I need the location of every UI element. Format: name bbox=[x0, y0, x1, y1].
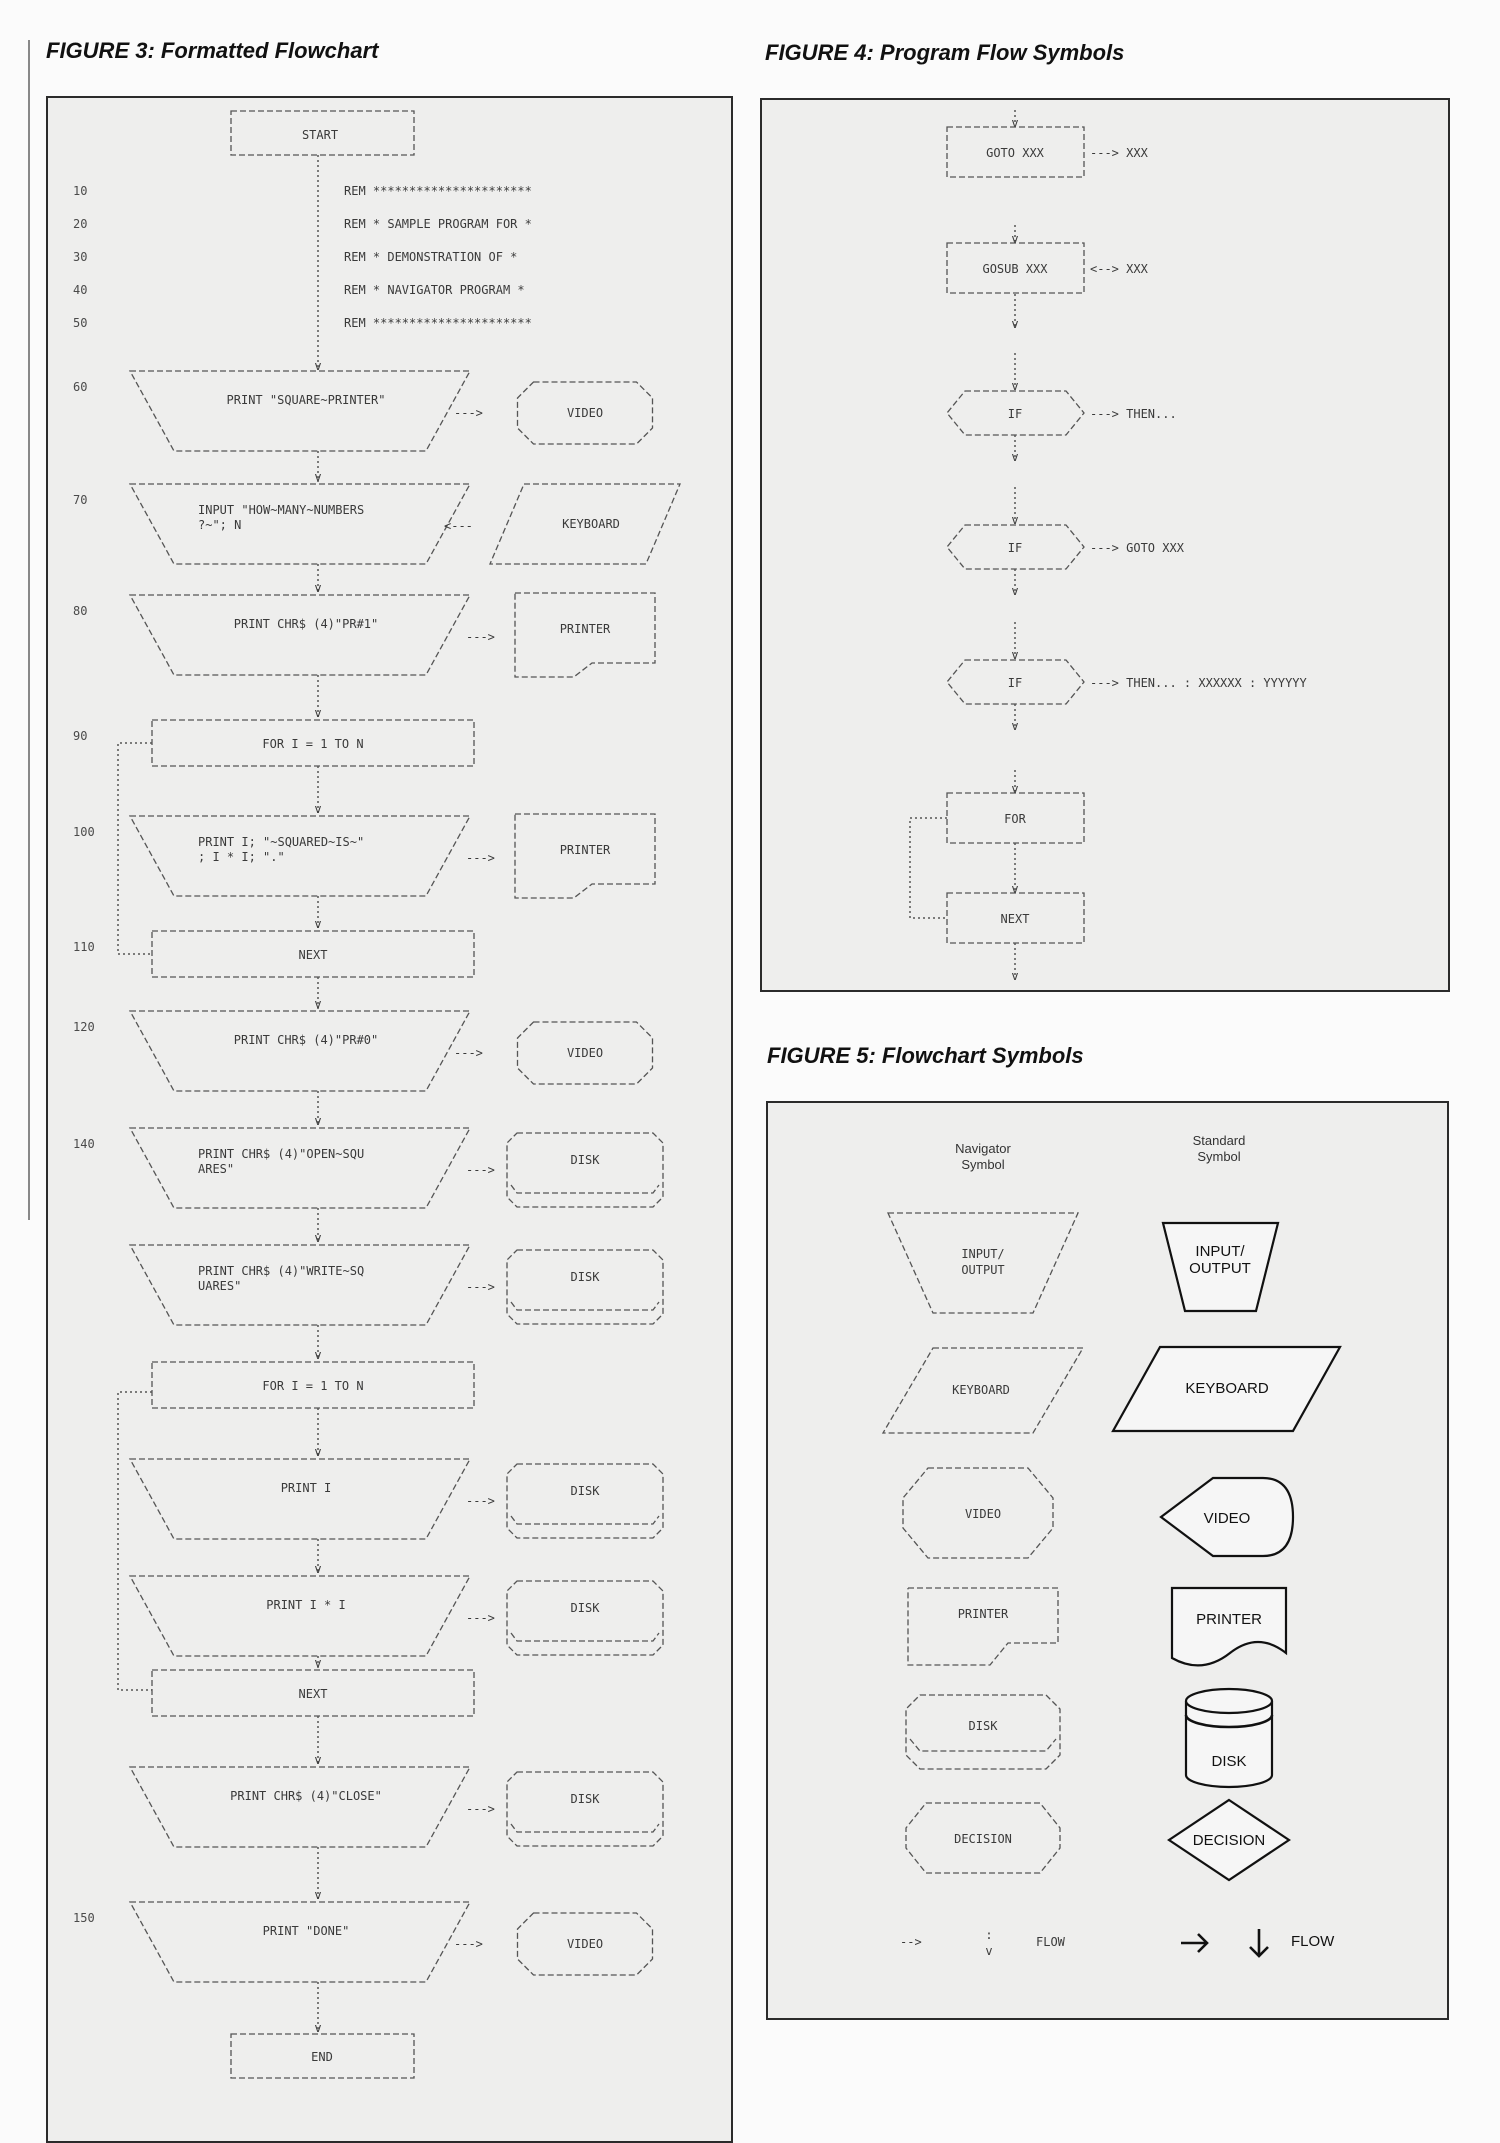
if-decision-label: IF bbox=[1007, 407, 1023, 421]
io-symbol bbox=[130, 1767, 470, 1847]
flow-arrowhead: v bbox=[314, 1562, 322, 1576]
io-statement: ARES" bbox=[198, 1162, 235, 1176]
flow-arrowhead: v bbox=[1011, 782, 1019, 796]
printer-label: PRINTER bbox=[559, 622, 611, 636]
io-statement: PRINT I; "~SQUARED~IS~" bbox=[198, 835, 365, 849]
goto-arrow: ---> XXX bbox=[1090, 146, 1148, 160]
disk-device bbox=[507, 1772, 663, 1846]
device-arrow: ---> bbox=[466, 1280, 495, 1294]
io-statement: PRINT CHR$ (4)"CLOSE" bbox=[230, 1789, 382, 1803]
io-symbol bbox=[130, 1902, 470, 1982]
loop-bracket bbox=[910, 818, 947, 918]
disk-platter-line bbox=[511, 1516, 659, 1524]
disk-label: DISK bbox=[570, 1153, 600, 1167]
navigator-column-header: Navigator bbox=[955, 1141, 1011, 1156]
navigator-flow-label: FLOW bbox=[1036, 1935, 1065, 1949]
line-number: 20 bbox=[73, 217, 88, 231]
next-box-label: NEXT bbox=[1000, 912, 1030, 926]
disk-platter-line bbox=[511, 1824, 659, 1832]
standard-column-header: Standard bbox=[1192, 1133, 1246, 1148]
device-arrow: ---> bbox=[466, 630, 495, 644]
printer-label: PRINTER bbox=[559, 843, 611, 857]
io-symbol bbox=[130, 1011, 470, 1091]
line-number: 70 bbox=[73, 493, 88, 507]
figure-4-title: FIGURE 4: Program Flow Symbols bbox=[765, 40, 1125, 65]
flow-arrowhead: v bbox=[1011, 719, 1019, 733]
loop-bracket bbox=[118, 743, 152, 954]
standard-flow-label: FLOW bbox=[1291, 1933, 1335, 1950]
loop-bracket bbox=[118, 1392, 152, 1690]
device-arrow: ---> bbox=[466, 1163, 495, 1177]
line-number: 30 bbox=[73, 250, 88, 264]
flow-arrowhead: v bbox=[1011, 379, 1019, 393]
disk-device bbox=[507, 1250, 663, 1324]
for-box-label: FOR bbox=[1004, 812, 1026, 826]
flow-arrowhead: v bbox=[314, 581, 322, 595]
keyboard-label: KEYBOARD bbox=[562, 517, 620, 531]
line-number: 50 bbox=[73, 316, 88, 330]
flow-arrowhead: v bbox=[1011, 648, 1019, 662]
figure-4-panel bbox=[760, 98, 1450, 992]
device-arrow: ---> bbox=[466, 851, 495, 865]
standard-io-label: INPUT/ bbox=[1195, 1243, 1245, 1260]
io-statement: PRINT CHR$ (4)"OPEN~SQU bbox=[198, 1147, 365, 1161]
if-arrow: ---> THEN... bbox=[1090, 407, 1177, 421]
flow-arrowhead: v bbox=[314, 1114, 322, 1128]
disk-device bbox=[507, 1133, 663, 1207]
goto-box-label: GOTO XXX bbox=[986, 146, 1044, 160]
io-statement: INPUT "HOW~MANY~NUMBERS bbox=[198, 503, 365, 517]
navigator-printer-symbol bbox=[908, 1588, 1058, 1665]
flow-arrowhead: v bbox=[314, 1348, 322, 1362]
standard-printer-label: PRINTER bbox=[1196, 1611, 1262, 1628]
disk-label: DISK bbox=[570, 1484, 600, 1498]
disk-device bbox=[507, 1464, 663, 1538]
flow-arrowhead: v bbox=[314, 1888, 322, 1902]
rem-line: REM * SAMPLE PROGRAM FOR * bbox=[344, 217, 532, 231]
flow-arrowhead: v bbox=[314, 359, 322, 373]
flow-arrowhead: v bbox=[314, 802, 322, 816]
figure-5-title: FIGURE 5: Flowchart Symbols bbox=[767, 1043, 1084, 1068]
io-symbol bbox=[130, 595, 470, 675]
standard-disk-label: DISK bbox=[1211, 1753, 1247, 1770]
io-statement: PRINT CHR$ (4)"PR#1" bbox=[233, 617, 379, 631]
io-symbol bbox=[130, 484, 470, 564]
flowchart-symbols bbox=[768, 1103, 1447, 2018]
flow-arrowhead: v bbox=[314, 706, 322, 720]
io-symbol bbox=[130, 371, 470, 451]
figure-3-panel bbox=[46, 96, 733, 2143]
gosub-arrow: <--> XXX bbox=[1090, 262, 1148, 276]
navigator-flow-horizontal: --> bbox=[900, 1935, 922, 1949]
flow-arrowhead: v bbox=[1011, 116, 1019, 130]
io-statement: PRINT "SQUARE~PRINTER" bbox=[226, 393, 386, 407]
standard-disk-top bbox=[1186, 1689, 1272, 1713]
standard-video-label: VIDEO bbox=[1203, 1510, 1251, 1527]
standard-keyboard-label: KEYBOARD bbox=[1185, 1380, 1269, 1397]
io-statement: PRINT "DONE" bbox=[262, 1924, 350, 1938]
line-number: 60 bbox=[73, 380, 88, 394]
flow-arrowhead: v bbox=[1011, 584, 1019, 598]
flow-arrowhead: v bbox=[1011, 513, 1019, 527]
io-statement: ?~"; N bbox=[198, 518, 242, 532]
flow-arrowhead: v bbox=[1011, 317, 1019, 331]
flow-arrowhead: v bbox=[314, 917, 322, 931]
if-decision-label: IF bbox=[1007, 676, 1023, 690]
navigator-disk-platter bbox=[910, 1739, 1056, 1751]
device-arrow: ---> bbox=[454, 406, 483, 420]
io-symbol bbox=[130, 1245, 470, 1325]
for-statement: FOR I = 1 TO N bbox=[262, 737, 364, 751]
standard-column-header: Symbol bbox=[1197, 1149, 1241, 1164]
io-statement: PRINT CHR$ (4)"WRITE~SQ bbox=[198, 1264, 365, 1278]
io-symbol bbox=[130, 1128, 470, 1208]
rem-line: REM * DEMONSTRATION OF * bbox=[344, 250, 518, 264]
formatted-flowchart bbox=[48, 98, 731, 2141]
flow-arrowhead: v bbox=[314, 470, 322, 484]
flow-arrowhead: v bbox=[314, 1445, 322, 1459]
disk-platter-line bbox=[511, 1633, 659, 1641]
flow-arrowhead: v bbox=[314, 1656, 322, 1670]
end-label: END bbox=[311, 2050, 333, 2064]
rem-line: REM * NAVIGATOR PROGRAM * bbox=[344, 283, 525, 297]
device-arrow: ---> bbox=[466, 1802, 495, 1816]
program-flow-symbols bbox=[762, 100, 1448, 990]
figure-3-title: FIGURE 3: Formatted Flowchart bbox=[46, 38, 379, 63]
video-label: VIDEO bbox=[566, 1046, 604, 1060]
device-arrow: <--- bbox=[444, 519, 473, 533]
disk-label: DISK bbox=[570, 1270, 600, 1284]
gosub-box-label: GOSUB XXX bbox=[982, 262, 1048, 276]
video-label: VIDEO bbox=[566, 406, 604, 420]
navigator-flow-arrowhead: v bbox=[985, 1944, 993, 1958]
next-statement: NEXT bbox=[298, 948, 328, 962]
flow-arrowhead: v bbox=[1011, 969, 1019, 983]
standard-io-label: OUTPUT bbox=[1189, 1260, 1251, 1277]
device-arrow: ---> bbox=[466, 1611, 495, 1625]
io-symbol bbox=[130, 1576, 470, 1656]
io-statement: ; I * I; "." bbox=[198, 850, 285, 864]
navigator-keyboard-label: KEYBOARD bbox=[952, 1383, 1010, 1397]
if-decision-label: IF bbox=[1007, 541, 1023, 555]
navigator-column-header: Symbol bbox=[961, 1157, 1005, 1172]
line-number: 110 bbox=[73, 940, 95, 954]
io-symbol bbox=[130, 1459, 470, 1539]
if-arrow: ---> GOTO XXX bbox=[1090, 541, 1184, 555]
disk-platter-line bbox=[511, 1185, 659, 1193]
navigator-printer-label: PRINTER bbox=[957, 1607, 1009, 1621]
flow-arrowhead: v bbox=[1011, 450, 1019, 464]
line-number: 90 bbox=[73, 729, 88, 743]
navigator-decision-label: DECISION bbox=[954, 1832, 1012, 1846]
navigator-io-label: INPUT/ bbox=[961, 1247, 1005, 1261]
line-number: 140 bbox=[73, 1137, 95, 1151]
standard-flow-right-arrow bbox=[1181, 1934, 1207, 1952]
for-statement: FOR I = 1 TO N bbox=[262, 1379, 364, 1393]
line-number: 10 bbox=[73, 184, 88, 198]
io-statement: PRINT I * I bbox=[266, 1598, 346, 1612]
navigator-disk-label: DISK bbox=[968, 1719, 998, 1733]
flow-arrowhead: v bbox=[1011, 232, 1019, 246]
io-statement: PRINT I bbox=[280, 1481, 332, 1495]
rem-line: REM ********************** bbox=[344, 184, 532, 198]
flow-arrowhead: v bbox=[314, 997, 322, 1011]
disk-device bbox=[507, 1581, 663, 1655]
page-margin-rule bbox=[28, 40, 30, 1220]
io-statement: PRINT CHR$ (4)"PR#0" bbox=[233, 1033, 379, 1047]
line-number: 100 bbox=[73, 825, 95, 839]
line-number: 150 bbox=[73, 1911, 95, 1925]
start-label: START bbox=[301, 128, 339, 142]
disk-label: DISK bbox=[570, 1792, 600, 1806]
if-arrow: ---> THEN... : XXXXXX : YYYYYY bbox=[1090, 676, 1307, 690]
rem-line: REM ********************** bbox=[344, 316, 532, 330]
figure-5-panel bbox=[766, 1101, 1449, 2020]
line-number: 80 bbox=[73, 604, 88, 618]
device-arrow: ---> bbox=[454, 1937, 483, 1951]
io-statement: UARES" bbox=[198, 1279, 242, 1293]
standard-flow-down-arrow bbox=[1250, 1929, 1268, 1956]
flow-arrowhead: v bbox=[314, 1231, 322, 1245]
disk-platter-line bbox=[511, 1302, 659, 1310]
disk-label: DISK bbox=[570, 1601, 600, 1615]
line-number: 120 bbox=[73, 1020, 95, 1034]
navigator-flow-vertical: : bbox=[985, 1928, 993, 1942]
video-label: VIDEO bbox=[566, 1937, 604, 1951]
navigator-video-label: VIDEO bbox=[964, 1507, 1002, 1521]
standard-decision-label: DECISION bbox=[1192, 1832, 1266, 1849]
flow-arrowhead: v bbox=[314, 2021, 322, 2035]
flow-arrowhead: v bbox=[314, 1753, 322, 1767]
io-symbol bbox=[130, 816, 470, 896]
line-number: 40 bbox=[73, 283, 88, 297]
flow-arrowhead: v bbox=[1011, 882, 1019, 896]
device-arrow: ---> bbox=[466, 1494, 495, 1508]
device-arrow: ---> bbox=[454, 1046, 483, 1060]
next-statement: NEXT bbox=[298, 1687, 328, 1701]
navigator-io-label: OUTPUT bbox=[961, 1263, 1005, 1277]
